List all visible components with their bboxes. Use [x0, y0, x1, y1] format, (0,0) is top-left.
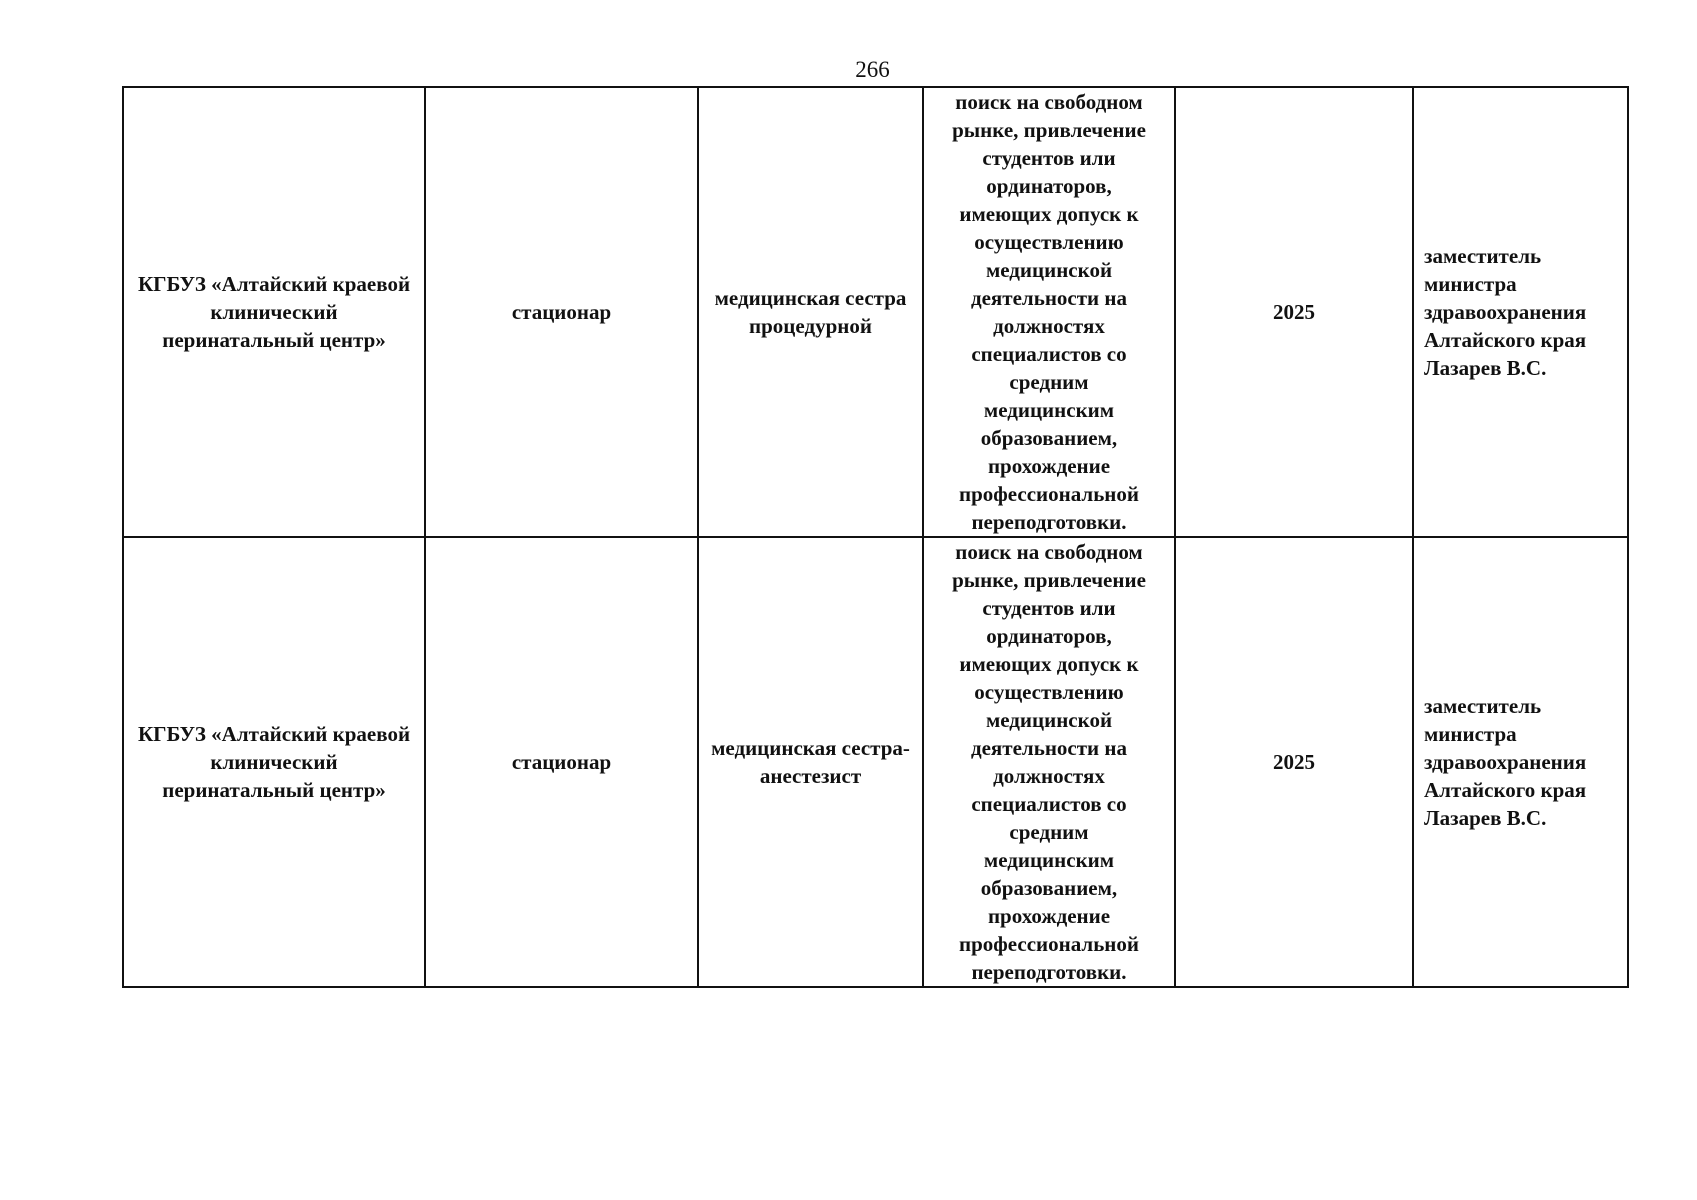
table-row: [123, 87, 1628, 537]
unit-cell: стационар: [425, 537, 698, 987]
responsible-cell: заместитель министра здравоохранения Алтайского края Лазарев В.С.: [1413, 87, 1628, 537]
table-row: [123, 537, 1628, 987]
method-cell: поиск на свободном рынке, привлечение студентов или ординаторов, имеющих допуск к осуществлению медицинской деятельности на должностях специалистов со средним медицинским образованием, прохождение профессиональной переподготовки.: [923, 537, 1175, 987]
organization-cell: КГБУЗ «Алтайский краевой клинический перинатальный центр»: [123, 537, 425, 987]
responsible-cell: заместитель министра здравоохранения Алтайского края Лазарев В.С.: [1413, 537, 1628, 987]
staffing-table: [122, 86, 1629, 988]
organization-cell: КГБУЗ «Алтайский краевой клинический перинатальный центр»: [123, 87, 425, 537]
year-cell: 2025: [1175, 537, 1413, 987]
position-cell: медицинская сестра процедурной: [698, 87, 923, 537]
year-cell: 2025: [1175, 87, 1413, 537]
method-cell: поиск на свободном рынке, привлечение студентов или ординаторов, имеющих допуск к осуществлению медицинской деятельности на должностях специалистов со средним медицинским образованием, прохождение профессиональной переподготовки.: [923, 87, 1175, 537]
page-number: 266: [855, 57, 890, 82]
unit-cell: стационар: [425, 87, 698, 537]
position-cell: медицинская сестра-анестезист: [698, 537, 923, 987]
